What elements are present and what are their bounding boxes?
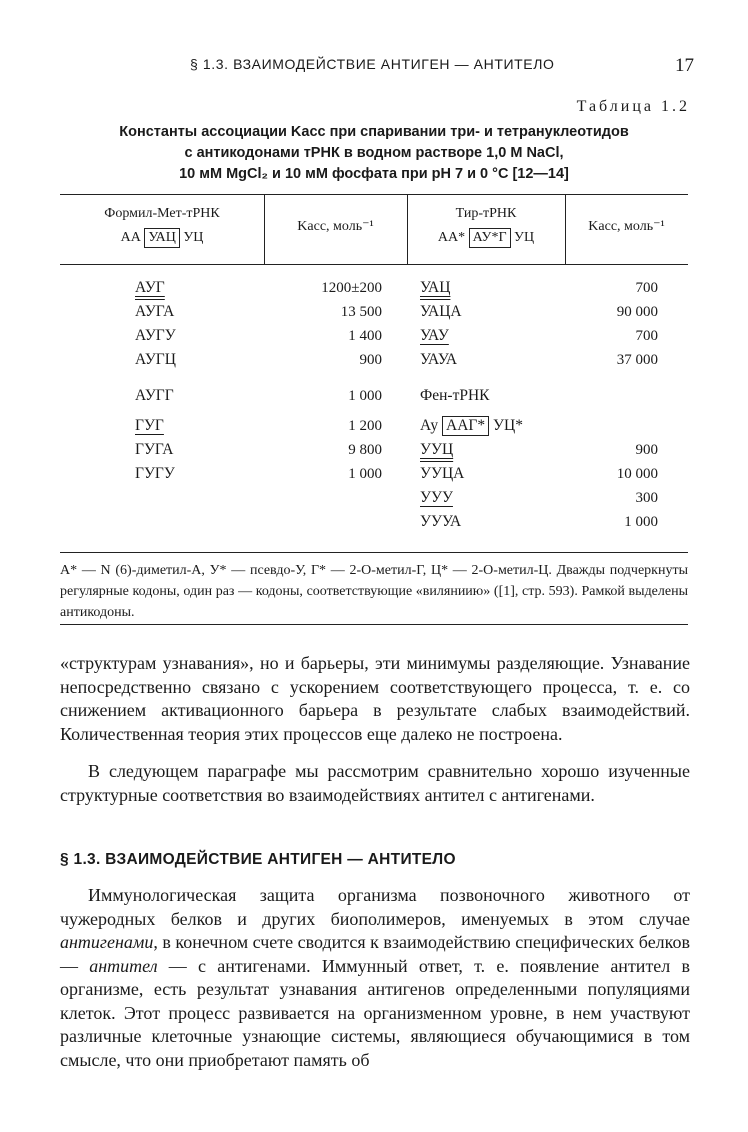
table-row-k: 900 (635, 442, 658, 458)
left-codon-column (135, 276, 176, 486)
caption-line-2: с антикодонами тРНК в водном растворе 1,0 М NaCl, (184, 145, 564, 161)
table-row-k: 9 800 (348, 442, 382, 458)
footnote-rule (60, 624, 688, 625)
table-row-codon: ГУГУ (135, 465, 175, 482)
table-footnote: А* — N (6)-диметил-А, У* — псевдо-У, Г* — 2-О-метил-Г, Ц* — 2-О-метил-Ц. Дважды подчеркнуты регулярные кодоны, один раз — кодоны, соответствующие «виляниию» ([1], стр. 593). Рамкой выделены антикодоны. (60, 563, 688, 620)
table-label: Таблица 1.2 (576, 98, 690, 115)
paragraph-1: «структурам узнавания», но и барьеры, эти минимумы разделяющие. Узнавание непосредственно связано с ускорением соответствующего процесса, т. е. со снижением активационного барьера в результате слабых взаимодействий. Количественная теория этих процессов еще далеко не построена. (60, 653, 690, 744)
col3-anticodon-pre: АА* (437, 230, 466, 245)
table-row-k: 700 (635, 328, 658, 344)
table-row-codon: АУГА (135, 303, 175, 320)
table-row-k: 13 500 (340, 304, 382, 320)
caption-line-3: 10 мМ MgCl₂ и 10 мМ фосфата при рН 7 и 0 °С [12—14] (179, 166, 569, 182)
phe-anticodon-box: ААГ* (442, 416, 489, 436)
right-codon-column (420, 276, 523, 534)
term-antigens: антигенами (60, 932, 154, 952)
table-row-codon: УУУА (420, 513, 462, 530)
table-row-codon: УУУ (420, 489, 453, 506)
right-k-column (580, 276, 658, 534)
paragraph-3-text: Иммунологическая защита организма позвоночного животного от чужеродных белков и других биополимеров, именуемых в этом случае (60, 885, 690, 929)
table-row-k: 1 400 (348, 328, 382, 344)
paragraph-3-text: — с антигенами. Иммунный ответ, т. е. появление антител в организме, есть результат узнавания антигенов определенными популяциями клеток. Этот процесс развивается на организменном уровне, в нем участвуют различные клеточные узнающие системы, являющиеся обучающимися в том смысле, что они приобретают память об (60, 955, 690, 1070)
table-row-k: 1 000 (348, 466, 382, 482)
running-title: § 1.3. ВЗАИМОДЕЙСТВИЕ АНТИГЕН — АНТИТЕЛО (190, 56, 555, 72)
table-row-k: 37 000 (616, 352, 658, 368)
table-row-k: 900 (359, 352, 382, 368)
table-top-rule (60, 194, 688, 195)
col4-header: Kасс, моль⁻¹ (588, 219, 665, 234)
table-row-k: 1 000 (348, 388, 382, 404)
table-bottom-rule (60, 552, 688, 553)
phe-anticodon (420, 414, 523, 438)
paragraph-3 (60, 884, 690, 1072)
table-row-codon: УАЦА (420, 303, 462, 320)
table-row-codon: ГУГА (135, 441, 174, 458)
col3-anticodon-post: УЦ (514, 230, 535, 245)
paragraph-2: В следующем параграфе мы рассмотрим сравнительно хорошо изученные структурные соответствия во взаимодействиях антител с антигенами. (60, 761, 690, 805)
col1-header (60, 206, 264, 248)
section-heading: § 1.3. ВЗАИМОДЕЙСТВИЕ АНТИГЕН — АНТИТЕЛО (60, 851, 456, 868)
page-number: 17 (675, 55, 694, 76)
col1-anticodon-box: УАЦ (144, 228, 179, 248)
table-row-k: 1 000 (624, 514, 658, 530)
table-header-rule (60, 264, 688, 265)
phe-anticodon-pre: Ау (420, 417, 439, 434)
table-row-codon: УАЦ (420, 279, 451, 296)
table-row-k: 1200±200 (321, 280, 382, 296)
table-row-k: 10 000 (616, 466, 658, 482)
col2-header: Kасс, моль⁻¹ (297, 219, 374, 234)
table-row-codon: ГУГ (135, 417, 164, 434)
table-row-k: 1 200 (348, 418, 382, 434)
table-row-codon: УУЦ (420, 441, 454, 458)
table-row-codon: АУГГ (135, 387, 174, 404)
table-row-codon: УУЦА (420, 465, 465, 482)
col3-anticodon-box: АУ*Г (469, 228, 511, 248)
col3-header-label: Тир-тРНК (455, 206, 517, 221)
table-row-codon: УАУА (420, 351, 458, 368)
caption-line-1: Константы ассоциации Kасс при спаривании три- и тетрануклеотидов (119, 124, 629, 140)
col1-anticodon-post: УЦ (183, 230, 204, 245)
col3-anticodon (407, 228, 565, 248)
phe-header: Фен-тРНК (420, 387, 490, 404)
table-row-codon: АУГУ (135, 327, 176, 344)
phe-anticodon-post: УЦ* (493, 417, 523, 434)
table-caption (60, 122, 688, 185)
left-k-column (278, 276, 382, 486)
col1-anticodon (60, 228, 264, 248)
table-row-k: 700 (635, 280, 658, 296)
col1-header-label: Формил-Мет-тРНК (104, 206, 220, 221)
col3-header (407, 206, 565, 248)
table-row-codon: АУГЦ (135, 351, 176, 368)
term-antibodies: антител (89, 955, 158, 976)
col1-anticodon-pre: АА (120, 230, 141, 245)
table-row-k: 300 (635, 490, 658, 506)
table-row-codon: УАУ (420, 327, 449, 344)
paragraph-3-text: , в конечном счете сводится к взаимодействию специфических белков — (60, 932, 690, 976)
table-row-k: 90 000 (616, 304, 658, 320)
table-row-codon: АУГ (135, 279, 165, 296)
